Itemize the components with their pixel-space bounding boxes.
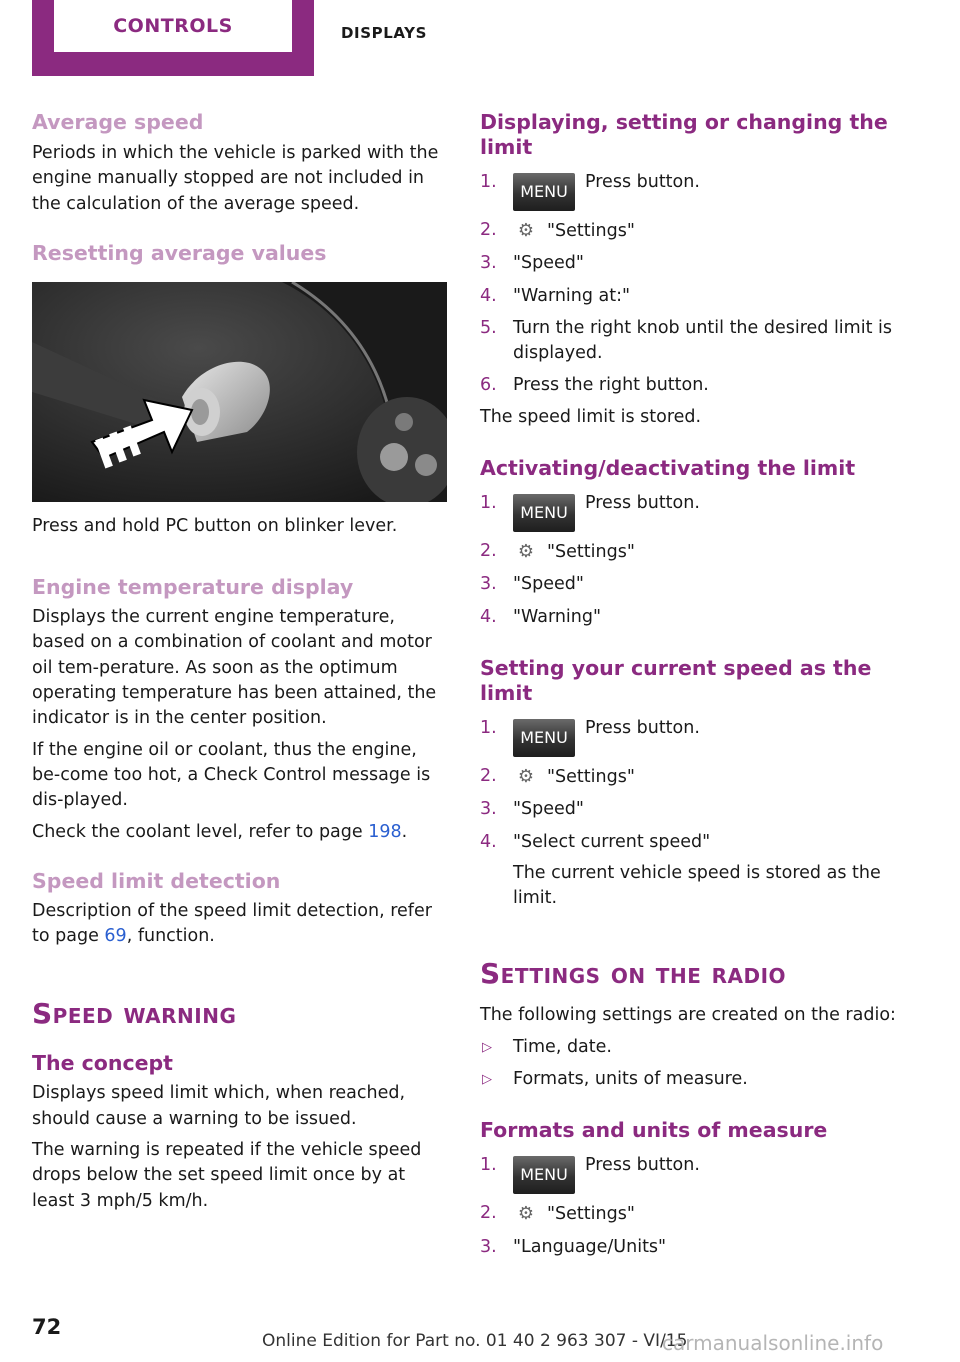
activate-limit-heading: Activating/deactivating the limit	[480, 456, 856, 481]
step-number: 2.	[480, 765, 497, 786]
settings-gear-icon: ⚙	[517, 765, 535, 787]
speed-limit-text-pre: Description of the speed limit detection, refer to page	[32, 900, 432, 947]
edition-text: Online Edition for Part no. 01 40 2 963 307 - VI/15	[262, 1331, 688, 1351]
engine-temp-p1: Displays the current engine temperature, based on a combination of coolant and motor oil tem‐perature. As soon as the optimum operating temperature has been attained, the indicator is in the center position.	[32, 607, 437, 729]
right-column	[480, 108, 900, 1260]
step-number: 1.	[480, 493, 497, 514]
list-item	[480, 170, 900, 211]
list-item	[480, 284, 900, 309]
speed-limit-text-post: , function.	[126, 926, 215, 947]
engine-temp-heading: Engine temperature display	[32, 575, 354, 600]
tab-controls-label: CONTROLS	[54, 0, 292, 52]
step-text: "Settings"	[547, 1204, 635, 1225]
step-text: Press the right button.	[513, 375, 709, 396]
speed-limit-text	[32, 899, 448, 950]
engine-temp-p3-text: Check the coolant level, refer to page	[32, 821, 369, 842]
step-number: 4.	[480, 285, 497, 306]
current-speed-note: The current vehicle speed is stored as the limit.	[513, 862, 881, 909]
list-item	[480, 218, 900, 244]
left-column	[32, 108, 448, 1214]
display-limit-after: The speed limit is stored.	[480, 406, 702, 427]
speed-limit-heading: Speed limit detection	[32, 868, 281, 893]
list-item	[480, 1035, 900, 1060]
list-item	[480, 1153, 900, 1194]
engine-temp-p2: If the engine oil or coolant, thus the engine, be‐come too hot, a Check Control message is dis‐played.	[32, 739, 431, 811]
header-tabs	[32, 0, 472, 76]
engine-temp-p3-end: .	[401, 821, 408, 842]
bullet-text: Time, date.	[513, 1036, 612, 1057]
concept-heading: The concept	[32, 1051, 173, 1076]
step-text: "Settings"	[547, 766, 635, 787]
step-number: 3.	[480, 574, 497, 595]
page-link-198[interactable]: 198	[368, 821, 402, 842]
list-item	[480, 539, 900, 565]
blinker-lever-illustration	[32, 282, 447, 502]
tab-displays[interactable]: DISPLAYS	[341, 24, 428, 42]
radio-heading: Settings on the radio	[480, 957, 787, 991]
step-number: 2.	[480, 220, 497, 240]
menu-button-icon: MENU	[513, 1156, 575, 1194]
settings-gear-icon: ⚙	[517, 220, 535, 241]
activate-limit-steps	[480, 491, 900, 630]
page-link-69[interactable]: 69	[104, 926, 127, 947]
step-number: 2.	[480, 1203, 497, 1224]
display-limit-steps	[480, 170, 900, 399]
list-item	[480, 316, 900, 367]
step-text: "Speed"	[513, 574, 584, 595]
step-number: 2.	[480, 541, 497, 562]
step-text: Press button.	[585, 493, 700, 514]
avg-speed-text: Periods in which the vehicle is parked with the engine manually stopped are not included in the calculation of the average speed.	[32, 143, 439, 214]
list-item	[480, 716, 900, 757]
step-number: 5.	[480, 317, 497, 338]
concept-p2: The warning is repeated if the vehicle speed drops below the set speed limit once by at least 3 mph/5 km/h.	[32, 1140, 422, 1211]
step-number: 6.	[480, 375, 497, 396]
engine-temp-p3	[32, 820, 448, 845]
bullet-text: Formats, units of measure.	[513, 1069, 748, 1090]
reset-caption: Press and hold PC button on blinker lever.	[32, 515, 398, 536]
step-text: "Settings"	[547, 542, 635, 563]
formats-steps	[480, 1153, 900, 1260]
list-item	[480, 572, 900, 597]
tab-controls[interactable]	[32, 0, 314, 76]
step-number: 3.	[480, 799, 497, 820]
step-number: 3.	[480, 1236, 497, 1257]
settings-gear-icon: ⚙	[517, 541, 535, 563]
list-item	[480, 830, 900, 855]
step-number: 4.	[480, 831, 497, 852]
list-item	[480, 1067, 900, 1092]
list-item	[480, 764, 900, 790]
list-item	[480, 373, 900, 398]
watermark: carmanualsonline.info	[662, 1331, 884, 1355]
radio-intro: The following settings are created on the radio:	[480, 1005, 896, 1026]
current-speed-steps	[480, 716, 900, 855]
list-item	[480, 1201, 900, 1227]
page-number: 72	[32, 1315, 62, 1339]
list-item	[480, 797, 900, 822]
menu-button-icon: MENU	[513, 494, 575, 532]
settings-gear-icon: ⚙	[517, 1203, 535, 1225]
step-text: Press button.	[585, 172, 700, 192]
step-text: "Settings"	[547, 221, 635, 241]
step-text: "Speed"	[513, 253, 584, 274]
step-text: "Language/Units"	[513, 1236, 667, 1257]
step-number: 1.	[480, 172, 497, 192]
list-item	[480, 605, 900, 630]
blinker-lever-photo	[32, 282, 447, 502]
step-text: Turn the right knob until the desired limit is displayed.	[513, 317, 892, 364]
step-number: 1.	[480, 717, 497, 738]
avg-speed-heading: Average speed	[32, 110, 204, 134]
display-limit-heading: Displaying, setting or changing the limit	[480, 110, 888, 159]
bullet-triangle-icon: ▷	[482, 1072, 492, 1088]
list-item	[480, 1235, 900, 1260]
formats-heading: Formats and units of measure	[480, 1118, 828, 1143]
step-text: Press button.	[585, 717, 700, 738]
menu-button-icon: MENU	[513, 719, 575, 757]
radio-bullets	[480, 1035, 900, 1093]
step-text: "Warning"	[513, 606, 602, 627]
menu-button-icon: MENU	[513, 173, 575, 211]
step-text: "Speed"	[513, 799, 584, 820]
step-number: 3.	[480, 253, 497, 274]
concept-p1: Displays speed limit which, when reached, should cause a warning to be issued.	[32, 1083, 406, 1129]
list-item	[480, 251, 900, 276]
step-text: "Select current speed"	[513, 831, 711, 852]
current-speed-heading: Setting your current speed as the limit	[480, 655, 872, 705]
step-text: Press button.	[585, 1155, 700, 1176]
step-number: 4.	[480, 606, 497, 627]
step-text: "Warning at:"	[513, 285, 631, 306]
reset-heading: Resetting average values	[32, 240, 327, 265]
list-item	[480, 491, 900, 532]
speed-warning-heading: Speed warning	[32, 997, 237, 1031]
bullet-triangle-icon: ▷	[482, 1039, 492, 1055]
step-number: 1.	[480, 1155, 497, 1176]
